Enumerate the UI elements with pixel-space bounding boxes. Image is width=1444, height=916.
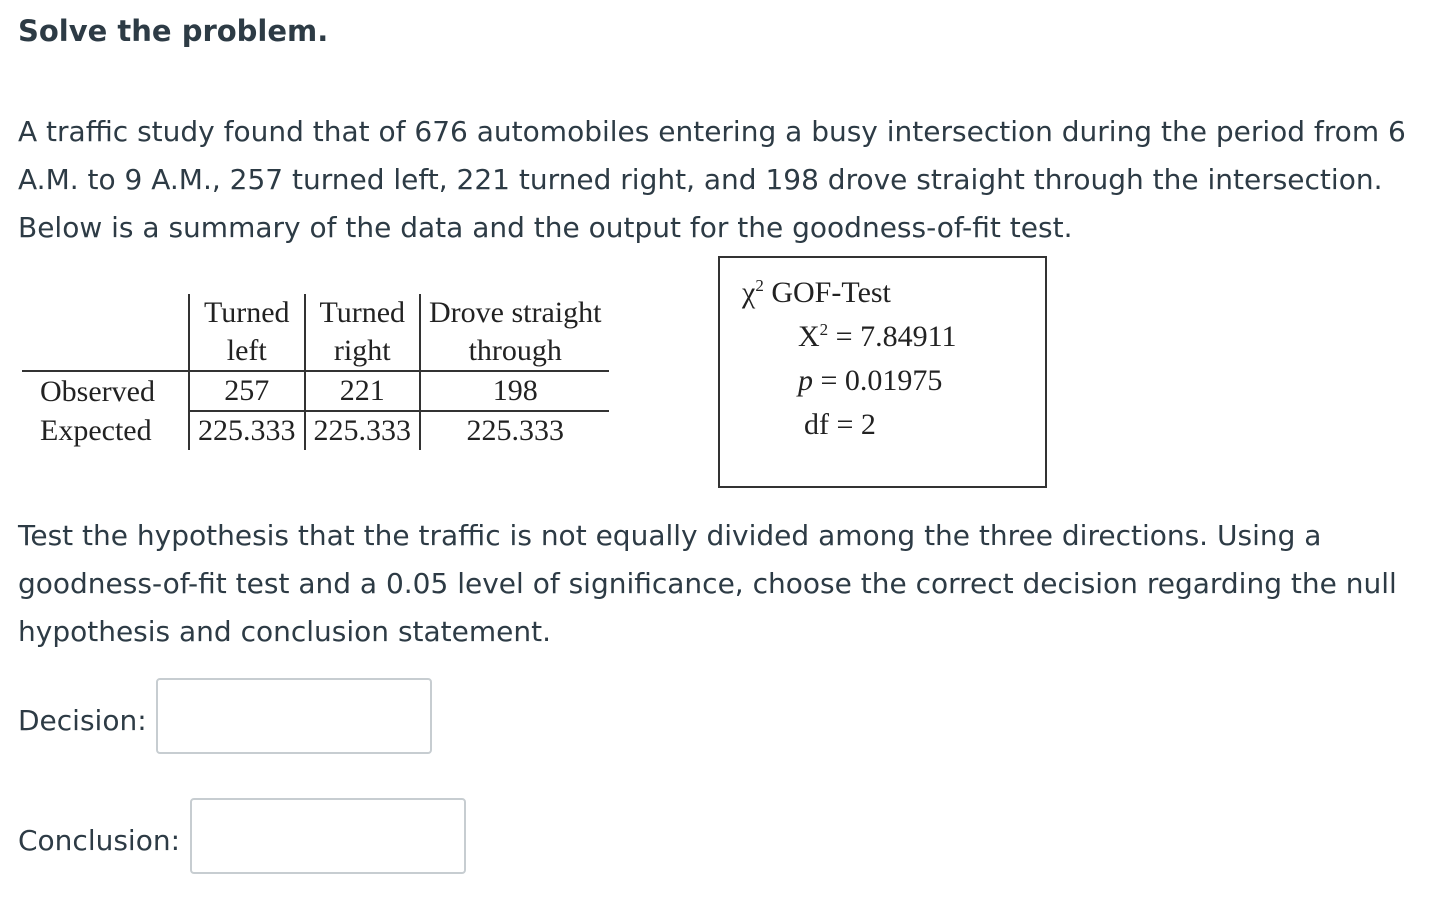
- table-cell: 198: [420, 371, 609, 411]
- degrees-of-freedom: df = 2: [804, 408, 876, 441]
- question-line: Test the hypothesis that the traffic is not equally divided among the three directions. Using a: [18, 519, 1322, 552]
- table-row-observed: [22, 371, 609, 411]
- problem-heading: Solve the problem.: [18, 14, 329, 48]
- col-header-right: Turned right: [305, 294, 421, 371]
- intro-line: Below is a summary of the data and the output for the goodness-of-fit test.: [18, 211, 1073, 244]
- table-cell: 221: [305, 371, 421, 411]
- table-cell: 225.333: [420, 411, 609, 450]
- row-label: Observed: [22, 371, 189, 411]
- p-value: p = 0.01975: [798, 364, 943, 397]
- question-text: [18, 512, 1418, 656]
- table-row-expected: [22, 411, 609, 450]
- gof-test-output: [718, 256, 1047, 488]
- intro-line: A.M. to 9 A.M., 257 turned left, 221 turned right, and 198 drove straight through the intersection.: [18, 163, 1383, 196]
- chi-symbol: χ: [742, 276, 756, 309]
- col-header-left: Turned left: [189, 294, 305, 371]
- question-line: goodness-of-fit test and a 0.05 level of significance, choose the correct decision regarding the null: [18, 567, 1397, 600]
- col-header-straight: Drove straight through: [420, 294, 609, 371]
- table-cell: 257: [189, 371, 305, 411]
- decision-input[interactable]: [156, 678, 432, 754]
- problem-intro: [18, 108, 1418, 252]
- question-line: hypothesis and conclusion statement.: [18, 615, 551, 648]
- conclusion-input[interactable]: [190, 798, 466, 874]
- conclusion-label: Conclusion:: [18, 824, 181, 857]
- gof-title-text: GOF-Test: [771, 276, 891, 309]
- row-label: Expected: [40, 413, 152, 447]
- intro-line: A traffic study found that of 676 automobiles entering a busy intersection during the period from 6: [18, 115, 1406, 148]
- table-cell: 225.333: [305, 411, 421, 450]
- chi-square-statistic: $X^2 = 7.84911$: [798, 320, 957, 353]
- decision-label: Decision:: [18, 704, 147, 737]
- observed-expected-table: [22, 294, 609, 450]
- table-corner: [22, 294, 189, 371]
- table-cell: 225.333: [189, 411, 305, 450]
- gof-title: $\chi^2$ GOF-Test: [742, 276, 891, 309]
